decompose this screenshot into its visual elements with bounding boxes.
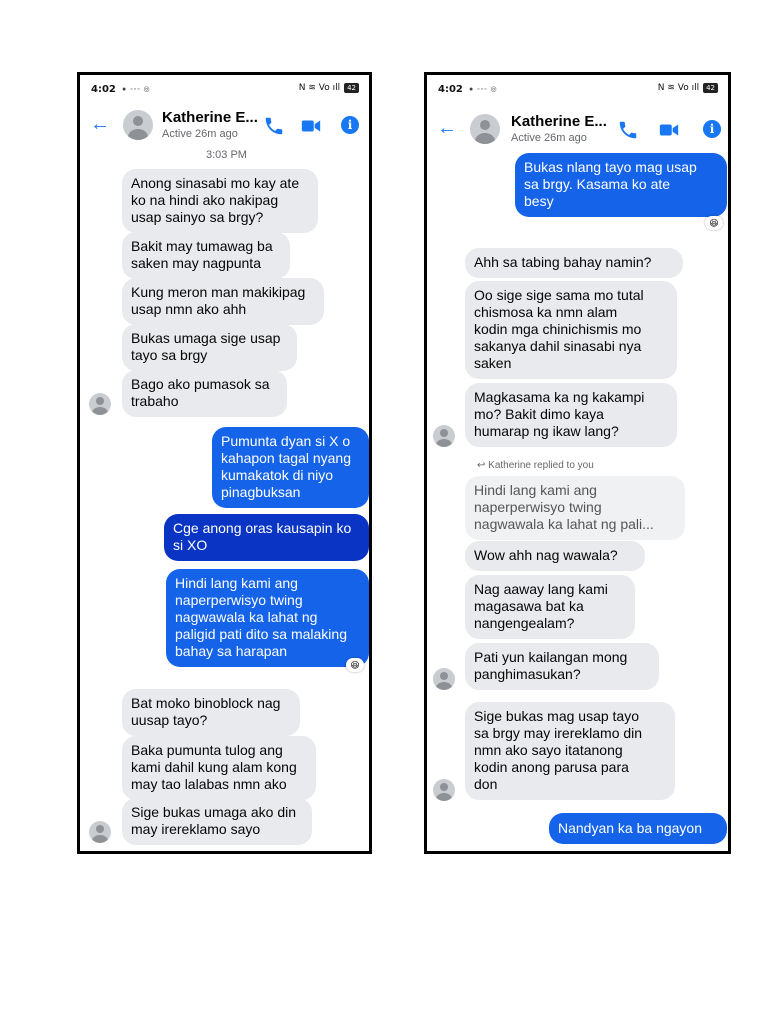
phone-call-icon[interactable] [263, 115, 285, 137]
incoming-message[interactable] [465, 248, 683, 278]
right-screenshot [424, 72, 731, 854]
incoming-message[interactable] [465, 575, 635, 639]
message-timestamp: 3:03 PM [206, 149, 247, 161]
incoming-message[interactable] [122, 798, 312, 845]
outgoing-message[interactable] [164, 514, 369, 561]
outgoing-message[interactable] [166, 569, 369, 667]
back-arrow-icon[interactable]: ← [90, 113, 110, 135]
reply-indicator: ↩ Katherine replied to you [477, 460, 594, 471]
status-bar [427, 75, 728, 105]
incoming-message[interactable] [122, 736, 316, 800]
incoming-message[interactable] [122, 232, 290, 279]
video-call-icon[interactable] [658, 119, 680, 141]
contact-avatar-small[interactable] [433, 779, 455, 801]
outgoing-message[interactable] [212, 427, 369, 508]
message-text: Hindi lang kami ang naperperwisyo twing nagwawala ka lahat ng pali... [474, 482, 654, 532]
message-text: Bago ako pumasok sa trabaho [131, 376, 270, 409]
notification-icons: ● ◦◦◦ ◎ [122, 86, 151, 93]
contact-avatar-small[interactable] [89, 821, 111, 843]
contact-avatar[interactable] [470, 114, 500, 144]
incoming-message[interactable] [465, 702, 675, 800]
message-text: Nag aaway lang kami magasawa bat ka nangengealam? [474, 581, 608, 631]
contact-avatar-small[interactable] [433, 425, 455, 447]
contact-avatar-small[interactable] [433, 668, 455, 690]
message-text: Bukas nlang tayo mag usap sa brgy. Kasama ko ate besy [524, 159, 697, 209]
quoted-message[interactable] [465, 476, 685, 540]
status-bar [80, 75, 369, 105]
chat-header [427, 107, 728, 151]
reaction-laugh[interactable]: 😆 [346, 658, 364, 672]
message-text: Ahh sa tabing bahay namin? [474, 254, 652, 270]
message-text: Nandyan ka ba ngayon [558, 820, 702, 836]
contact-name[interactable]: Katherine E... [162, 109, 258, 126]
video-call-icon[interactable] [300, 115, 322, 137]
status-indicators [299, 83, 359, 93]
contact-avatar-small[interactable] [89, 393, 111, 415]
status-time: 4:02 [91, 84, 116, 95]
battery-icon: 42 [703, 83, 718, 93]
status-time: 4:02 [438, 84, 463, 95]
message-text: Bukas umaga sige usap tayo sa brgy [131, 330, 281, 363]
contact-name[interactable]: Katherine E... [511, 113, 607, 130]
signal-icons: N ≋ Vo ıll [657, 83, 700, 93]
message-text: Hindi lang kami ang naperperwisyo twing nagwawala ka lahat ng paligid pati dito sa malaking bahay sa harapan [175, 575, 347, 659]
signal-icons: N ≋ Vo ıll [298, 83, 341, 93]
incoming-message[interactable] [122, 278, 324, 325]
incoming-message[interactable] [465, 281, 677, 379]
reaction-laugh[interactable]: 😆 [705, 216, 723, 230]
chat-header [80, 103, 369, 147]
incoming-message[interactable] [122, 169, 318, 233]
incoming-message[interactable] [465, 383, 677, 447]
active-status: Active 26m ago [511, 132, 587, 144]
outgoing-message[interactable] [515, 153, 727, 217]
status-indicators [658, 83, 718, 93]
contact-avatar[interactable] [123, 110, 153, 140]
incoming-message[interactable] [122, 324, 297, 371]
message-text: Anong sinasabi mo kay ate ko na hindi ako nakipag usap sainyo sa brgy? [131, 175, 300, 225]
incoming-message[interactable] [122, 689, 300, 736]
info-icon[interactable]: i [703, 120, 721, 138]
message-text: Kung meron man makikipag usap nmn ako ahh [131, 284, 306, 317]
back-arrow-icon[interactable]: ← [437, 117, 457, 139]
message-text: Bakit may tumawag ba saken may nagpunta [131, 238, 273, 271]
incoming-message[interactable] [465, 541, 645, 571]
message-text: Baka pumunta tulog ang kami dahil kung alam kong may tao lalabas nmn ako [131, 742, 297, 792]
message-text: Sige bukas mag usap tayo sa brgy may irereklamo din nmn ako sayo itatanong kodin anong parusa para don [474, 708, 643, 792]
message-text: Pati yun kailangan mong panghimasukan? [474, 649, 628, 682]
phone-call-icon[interactable] [617, 119, 639, 141]
notification-icons: ● ◦◦◦ ◎ [469, 86, 498, 93]
outgoing-message[interactable] [549, 813, 727, 844]
battery-icon: 42 [344, 83, 359, 93]
left-screenshot [77, 72, 372, 854]
incoming-message[interactable] [465, 643, 659, 690]
message-text: Wow ahh nag wawala? [474, 547, 618, 563]
active-status: Active 26m ago [162, 128, 238, 140]
incoming-message[interactable] [122, 370, 287, 417]
info-icon[interactable]: i [341, 116, 359, 134]
message-text: Oo sige sige sama mo tutal chismosa ka nmn alam kodin mga chinichismis mo sakanya dahil sinasabi nya saken [474, 287, 644, 371]
message-text: Pumunta dyan si X o kahapon tagal nyang kumakatok di niyo pinagbuksan [221, 433, 351, 500]
message-text: Sige bukas umaga ako din may irereklamo sayo [131, 804, 296, 837]
message-text: Magkasama ka ng kakampi mo? Bakit dimo kaya humarap ng ikaw lang? [474, 389, 645, 439]
message-text: Bat moko binoblock nag uusap tayo? [131, 695, 281, 728]
message-text: Cge anong oras kausapin ko si XO [173, 520, 352, 553]
